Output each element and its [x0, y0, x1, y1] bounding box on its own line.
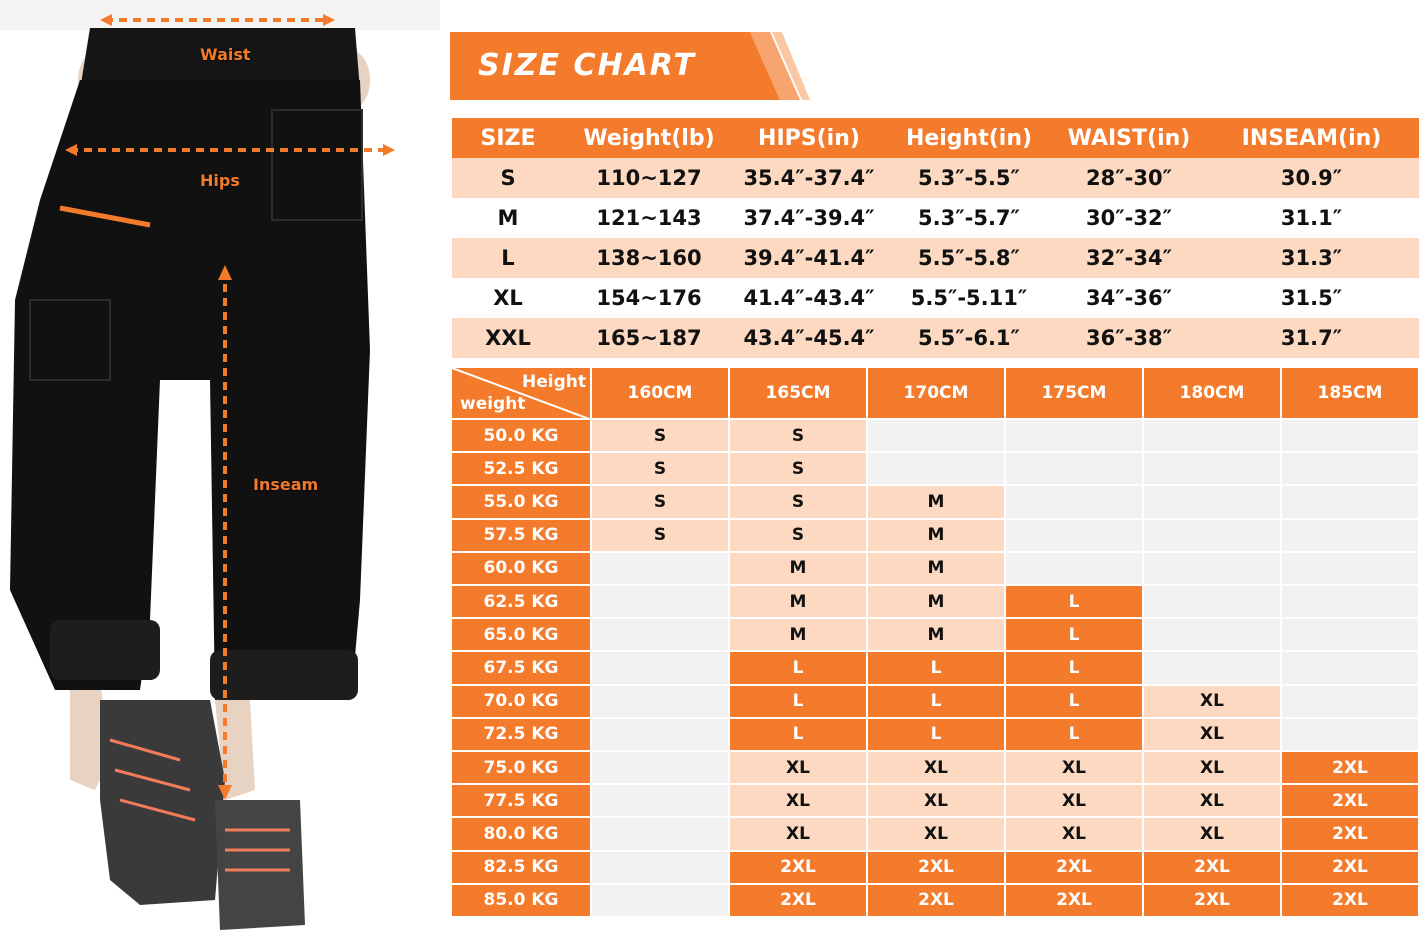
table-cell: 31.5″ — [1280, 286, 1343, 310]
grid-size-cell — [592, 785, 730, 818]
table-cell: 37.4″-39.4″ — [743, 206, 875, 230]
table-cell: 30″-32″ — [1086, 206, 1172, 230]
grid-corner — [452, 368, 592, 420]
grid-size-cell: L — [1006, 652, 1144, 685]
grid-size-cell — [1144, 586, 1282, 619]
grid-size-cell: M — [868, 553, 1006, 586]
grid-weight-label: 62.5 KG — [452, 586, 592, 619]
table-cell: 138~160 — [564, 238, 734, 278]
table-cell: 5.5″-5.11″ — [910, 286, 1028, 310]
grid-size-cell: M — [730, 586, 868, 619]
grid-size-cell: S — [592, 420, 730, 453]
grid-weight-label: 75.0 KG — [452, 752, 592, 785]
table-cell: XL — [493, 286, 523, 310]
grid-size-cell — [592, 553, 730, 586]
grid-size-cell: L — [868, 719, 1006, 752]
table-cell: 35.4″-37.4″ — [734, 158, 884, 198]
grid-weight-label: 55.0 KG — [452, 486, 592, 519]
table-cell: XXL — [452, 318, 564, 358]
grid-size-cell: 2XL — [1144, 885, 1282, 918]
grid-size-cell — [868, 420, 1006, 453]
grid-size-cell: XL — [1006, 785, 1144, 818]
table-cell: 5.5″-6.1″ — [884, 318, 1054, 358]
grid-height-header: 165CM — [730, 368, 868, 420]
grid-size-cell — [1282, 586, 1420, 619]
grid-size-cell: S — [730, 420, 868, 453]
grid-size-cell: M — [868, 619, 1006, 652]
header-hips: HIPS(in) — [734, 118, 884, 158]
grid-size-cell: 2XL — [1006, 885, 1144, 918]
table-cell: 41.4″-43.4″ — [743, 286, 875, 310]
grid-size-cell: M — [868, 586, 1006, 619]
table-cell: 28″-30″ — [1054, 158, 1204, 198]
grid-size-cell — [1144, 652, 1282, 685]
grid-size-cell: S — [730, 520, 868, 553]
grid-size-cell: M — [868, 486, 1006, 519]
header-waist: WAIST(in) — [1054, 118, 1204, 158]
grid-size-cell: L — [730, 652, 868, 685]
table-cell: 5.3″-5.5″ — [884, 158, 1054, 198]
grid-size-cell: XL — [1144, 752, 1282, 785]
grid-weight-label: 50.0 KG — [452, 420, 592, 453]
grid-weight-label: 72.5 KG — [452, 719, 592, 752]
table-row — [452, 158, 1419, 198]
table-row — [452, 318, 1419, 358]
grid-size-cell: XL — [1144, 818, 1282, 851]
grid-size-cell: L — [1006, 686, 1144, 719]
pants-illustration — [0, 0, 440, 946]
grid-size-cell: 2XL — [868, 852, 1006, 885]
grid-size-cell: M — [868, 520, 1006, 553]
size-chart-banner — [450, 32, 810, 100]
grid-size-cell — [868, 453, 1006, 486]
grid-size-cell: 2XL — [1282, 852, 1420, 885]
table-cell: 31.1″ — [1280, 206, 1343, 230]
grid-size-cell: L — [868, 686, 1006, 719]
grid-size-cell — [592, 852, 730, 885]
table-cell: 110~127 — [564, 158, 734, 198]
grid-size-cell — [1144, 619, 1282, 652]
grid-weight-label: 57.5 KG — [452, 520, 592, 553]
grid-weight-label: 67.5 KG — [452, 652, 592, 685]
grid-size-cell — [1006, 453, 1144, 486]
grid-size-cell: L — [868, 652, 1006, 685]
header-height: Height(in) — [884, 118, 1054, 158]
grid-size-cell — [1006, 420, 1144, 453]
grid-size-cell: 2XL — [1144, 852, 1282, 885]
table-cell: 30.9″ — [1204, 158, 1419, 198]
grid-size-cell: XL — [730, 752, 868, 785]
grid-size-cell — [1006, 553, 1144, 586]
waist-label: Waist — [200, 45, 251, 64]
grid-size-cell: S — [730, 453, 868, 486]
table-cell: 31.7″ — [1204, 318, 1419, 358]
grid-height-header: 160CM — [592, 368, 730, 420]
grid-size-cell: 2XL — [1282, 885, 1420, 918]
table-row — [452, 198, 1419, 238]
grid-size-cell — [1144, 453, 1282, 486]
grid-size-cell — [1282, 719, 1420, 752]
inseam-label: Inseam — [253, 475, 319, 494]
grid-size-cell: M — [730, 553, 868, 586]
grid-size-cell: 2XL — [1282, 752, 1420, 785]
table-cell: 39.4″-41.4″ — [734, 238, 884, 278]
table-cell: 165~187 — [564, 318, 734, 358]
grid-size-cell: 2XL — [730, 852, 868, 885]
table-row — [452, 238, 1419, 278]
grid-size-cell: L — [1006, 586, 1144, 619]
grid-size-cell — [1144, 520, 1282, 553]
grid-size-cell: XL — [868, 785, 1006, 818]
grid-size-cell: M — [730, 619, 868, 652]
grid-weight-label: 70.0 KG — [452, 686, 592, 719]
grid-weight-label: 65.0 KG — [452, 619, 592, 652]
grid-size-cell — [592, 752, 730, 785]
table-cell: 121~143 — [596, 206, 702, 230]
grid-size-cell: S — [592, 486, 730, 519]
grid-size-cell: XL — [868, 818, 1006, 851]
header-inseam: INSEAM(in) — [1204, 118, 1419, 158]
table-row — [452, 278, 1419, 318]
grid-size-cell: L — [1006, 619, 1144, 652]
pants-drawing — [0, 0, 440, 946]
grid-weight-label: 60.0 KG — [452, 553, 592, 586]
grid-size-cell: XL — [1144, 785, 1282, 818]
grid-height-header: 170CM — [868, 368, 1006, 420]
grid-height-header: 185CM — [1282, 368, 1420, 420]
grid-size-cell: XL — [1006, 818, 1144, 851]
header-weight: Weight(lb) — [564, 118, 734, 158]
grid-weight-label: 52.5 KG — [452, 453, 592, 486]
grid-size-cell — [1282, 520, 1420, 553]
table-cell: 5.3″-5.7″ — [918, 206, 1020, 230]
grid-size-cell: XL — [868, 752, 1006, 785]
grid-size-cell: L — [1006, 719, 1144, 752]
header-size: SIZE — [452, 118, 564, 158]
table-cell: 31.3″ — [1204, 238, 1419, 278]
grid-size-cell: 2XL — [1282, 818, 1420, 851]
grid-size-cell: L — [730, 686, 868, 719]
table-cell: S — [452, 158, 564, 198]
grid-size-cell — [1282, 420, 1420, 453]
corner-weight-label: weight — [460, 394, 526, 414]
grid-size-cell: 2XL — [730, 885, 868, 918]
table-cell: L — [452, 238, 564, 278]
grid-size-cell — [592, 619, 730, 652]
grid-size-cell: 2XL — [1282, 785, 1420, 818]
corner-height-label: Height — [522, 372, 586, 392]
grid-size-cell — [592, 686, 730, 719]
grid-size-cell — [1144, 553, 1282, 586]
grid-size-cell: XL — [1144, 686, 1282, 719]
grid-size-cell — [1282, 553, 1420, 586]
table-cell: M — [497, 206, 519, 230]
height-weight-grid — [452, 368, 1420, 918]
grid-size-cell — [1282, 686, 1420, 719]
grid-weight-label: 85.0 KG — [452, 885, 592, 918]
grid-size-cell — [592, 586, 730, 619]
grid-height-header: 175CM — [1006, 368, 1144, 420]
grid-weight-label: 82.5 KG — [452, 852, 592, 885]
grid-size-cell: XL — [730, 785, 868, 818]
grid-size-cell — [1144, 420, 1282, 453]
grid-size-cell: 2XL — [868, 885, 1006, 918]
table-cell: 43.4″-45.4″ — [734, 318, 884, 358]
grid-size-cell: XL — [1006, 752, 1144, 785]
grid-size-cell — [592, 719, 730, 752]
grid-weight-label: 80.0 KG — [452, 818, 592, 851]
table-cell: 5.5″-5.8″ — [884, 238, 1054, 278]
banner-title: SIZE CHART — [478, 48, 697, 83]
grid-size-cell — [1144, 486, 1282, 519]
grid-size-cell: S — [730, 486, 868, 519]
grid-height-header: 180CM — [1144, 368, 1282, 420]
grid-size-cell: XL — [730, 818, 868, 851]
grid-size-cell — [1282, 652, 1420, 685]
grid-size-cell: S — [592, 453, 730, 486]
size-table — [452, 118, 1419, 358]
grid-size-cell — [1282, 453, 1420, 486]
grid-size-cell: XL — [1144, 719, 1282, 752]
grid-size-cell — [1282, 486, 1420, 519]
table-cell: 154~176 — [596, 286, 702, 310]
grid-size-cell — [1006, 520, 1144, 553]
grid-size-cell — [592, 818, 730, 851]
grid-size-cell: L — [730, 719, 868, 752]
hips-label: Hips — [200, 171, 240, 190]
grid-size-cell — [592, 652, 730, 685]
grid-size-cell — [1006, 486, 1144, 519]
grid-size-cell: 2XL — [1006, 852, 1144, 885]
grid-weight-label: 77.5 KG — [452, 785, 592, 818]
grid-size-cell: S — [592, 520, 730, 553]
grid-size-cell — [592, 885, 730, 918]
size-table-header-row — [452, 118, 1419, 158]
table-cell: 34″-36″ — [1086, 286, 1172, 310]
table-cell: 36″-38″ — [1054, 318, 1204, 358]
grid-size-cell — [1282, 619, 1420, 652]
table-cell: 32″-34″ — [1054, 238, 1204, 278]
